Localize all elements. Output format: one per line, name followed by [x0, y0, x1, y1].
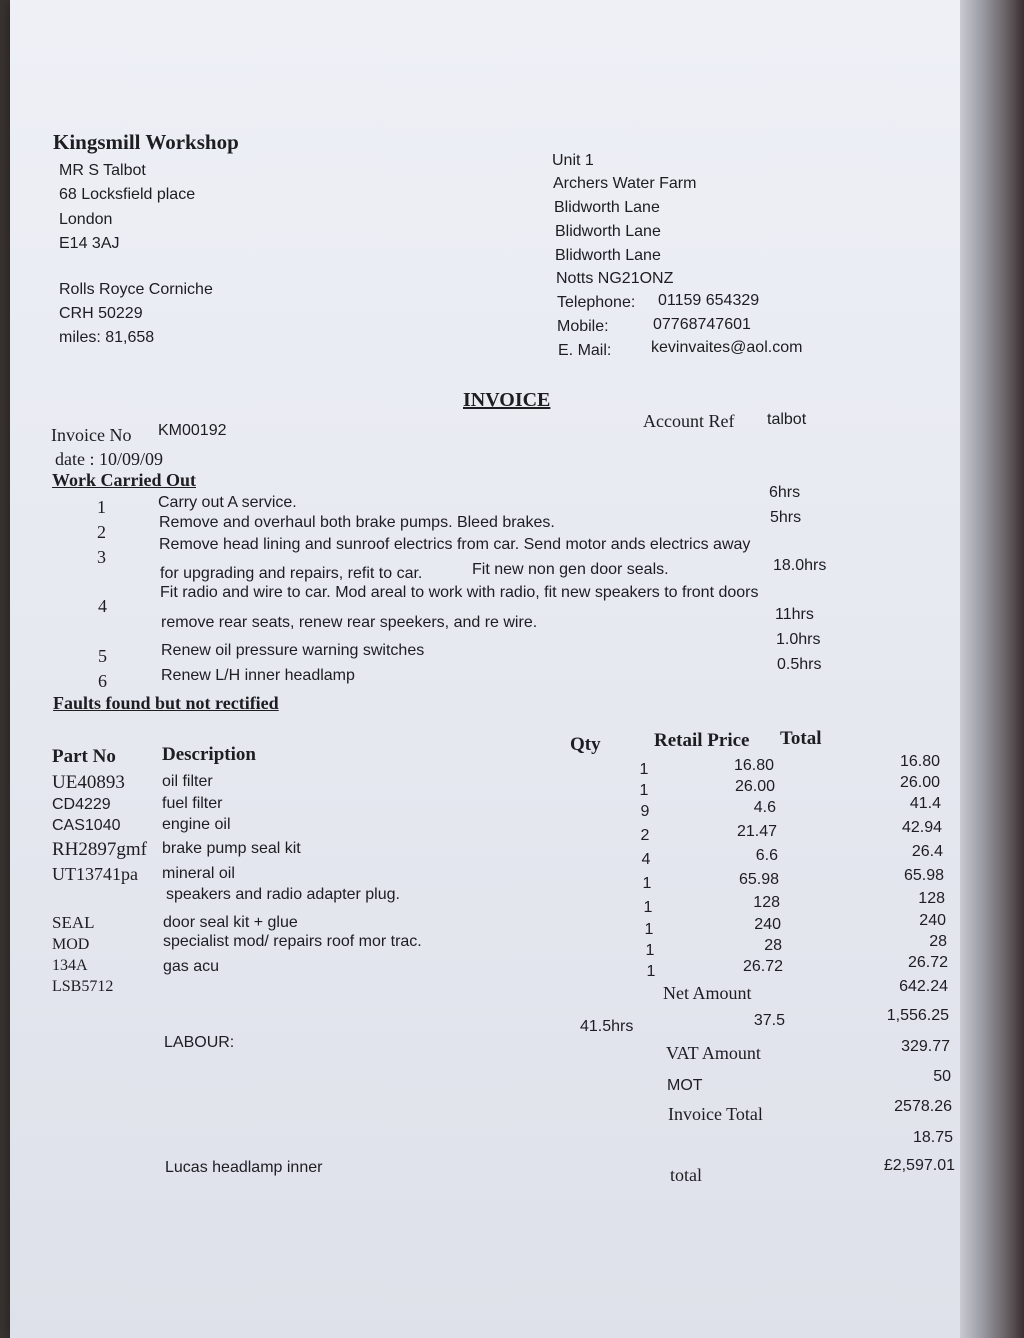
part-qty: 1 — [646, 963, 656, 980]
part-total: 26.72 — [907, 954, 948, 971]
vat-value: 329.77 — [901, 1038, 950, 1055]
work-item-text-cont: remove rear seats, renew rear speekers, and re wire. — [161, 614, 538, 631]
grand-total-label: total — [670, 1165, 702, 1185]
part-qty: 9 — [640, 803, 650, 820]
work-item-hours: 11hrs — [775, 606, 814, 623]
email-value: kevinvaites@aol.com — [651, 339, 803, 356]
part-total: 240 — [919, 912, 946, 929]
labour-hours: 41.5hrs — [580, 1018, 634, 1035]
part-description: gas acu — [163, 958, 220, 975]
mobile-label: Mobile: — [557, 318, 609, 335]
part-description: engine oil — [162, 816, 231, 833]
customer-line: London — [59, 211, 113, 228]
part-qty: 1 — [645, 942, 655, 959]
vehicle-line: miles: 81,658 — [59, 329, 155, 346]
part-retail-price: 240 — [754, 916, 781, 933]
col-header-retail: Retail Price — [654, 730, 750, 751]
address-line: Archers Water Farm — [553, 175, 697, 192]
work-item-hours: 18.0hrs — [773, 557, 827, 574]
part-qty: 1 — [642, 875, 652, 892]
work-item-number: 1 — [97, 497, 106, 517]
part-retail-price: 6.6 — [755, 847, 778, 864]
vehicle-line: Rolls Royce Corniche — [59, 281, 213, 298]
business-name: Kingsmill Workshop — [53, 130, 239, 154]
mobile-value: 07768747601 — [653, 316, 751, 333]
part-number: MOD — [52, 936, 90, 953]
mot-label: MOT — [667, 1077, 703, 1094]
col-header-part-no: Part No — [52, 746, 116, 767]
part-description: fuel filter — [162, 795, 223, 812]
part-description: specialist mod/ repairs roof mor trac. — [163, 933, 422, 950]
part-number: UE40893 — [52, 772, 125, 793]
work-item-text-cont: for upgrading and repairs, refit to car. — [160, 565, 423, 582]
work-item-text: Renew oil pressure warning switches — [161, 642, 425, 659]
net-amount-value: 642.24 — [899, 978, 948, 995]
work-item-number: 6 — [98, 671, 107, 691]
labour-value: 1,556.25 — [886, 1007, 949, 1024]
customer-line: E14 3AJ — [59, 235, 120, 252]
part-qty: 1 — [639, 782, 649, 799]
work-item-text: Fit radio and wire to car. Mod areal to work with radio, fit new speakers to front doors — [160, 584, 759, 601]
work-item-text: Remove head lining and sunroof electrics from car. Send motor ands electrics away — [159, 536, 751, 553]
account-ref-label: Account Ref — [643, 411, 735, 431]
labour-label: LABOUR: — [164, 1034, 235, 1051]
part-number: CD4229 — [52, 796, 111, 813]
part-total: 65.98 — [903, 867, 944, 884]
part-number: RH2897gmf — [52, 839, 147, 860]
extra-item-value: 18.75 — [912, 1129, 953, 1146]
vehicle-line: CRH 50229 — [59, 305, 143, 322]
work-item-hours: 6hrs — [769, 484, 801, 501]
part-qty: 1 — [639, 761, 649, 778]
customer-line: MR S Talbot — [59, 162, 146, 179]
part-total: 16.80 — [899, 753, 940, 770]
address-line: Blidworth Lane — [554, 199, 660, 216]
part-number: 134A — [52, 957, 88, 974]
part-retail-price: 26.72 — [742, 958, 783, 975]
extra-item-label: Lucas headlamp inner — [165, 1159, 323, 1176]
part-retail-price: 65.98 — [738, 871, 779, 888]
part-number: CAS1040 — [52, 817, 121, 834]
email-label: E. Mail: — [558, 342, 612, 359]
work-item-number: 3 — [97, 547, 106, 567]
work-item-hours: 0.5hrs — [777, 656, 822, 673]
work-item-text: Carry out A service. — [158, 494, 297, 511]
faults-heading: Faults found but not rectified — [53, 693, 279, 713]
part-total: 41.4 — [909, 795, 941, 812]
address-line: Blidworth Lane — [555, 247, 661, 264]
invoice-date: date : 10/09/09 — [55, 449, 163, 469]
part-qty: 1 — [644, 921, 654, 938]
invoice-title: INVOICE — [463, 389, 551, 411]
address-line: Unit 1 — [552, 152, 594, 169]
part-retail-price: 21.47 — [736, 823, 777, 840]
invoice-number-label: Invoice No — [51, 425, 132, 445]
work-item-text: Renew L/H inner headlamp — [161, 667, 355, 684]
part-total: 26.4 — [911, 843, 943, 860]
plastic-sleeve-edge — [960, 0, 1024, 1338]
invoice-number: KM00192 — [158, 422, 227, 439]
work-item-number: 4 — [98, 596, 107, 616]
account-ref: talbot — [767, 411, 807, 428]
customer-line: 68 Locksfield place — [59, 186, 196, 203]
part-number: UT13741pa — [52, 864, 138, 884]
part-total: 128 — [918, 890, 945, 907]
address-line: Notts NG21ONZ — [556, 270, 674, 287]
col-header-qty: Qty — [570, 734, 601, 755]
part-qty: 4 — [641, 851, 651, 868]
work-item-hours: 1.0hrs — [776, 631, 821, 648]
part-description: speakers and radio adapter plug. — [166, 886, 400, 903]
part-qty: 2 — [640, 827, 650, 844]
telephone-label: Telephone: — [557, 294, 636, 311]
part-total: 28 — [929, 933, 947, 950]
part-number: LSB5712 — [52, 978, 114, 995]
part-description: mineral oil — [162, 865, 235, 882]
work-item-number: 2 — [97, 522, 106, 542]
part-qty: 1 — [643, 899, 653, 916]
part-retail-price: 16.80 — [733, 757, 774, 774]
work-item-number: 5 — [98, 646, 107, 666]
part-total: 42.94 — [901, 819, 942, 836]
work-item-hours: 5hrs — [770, 509, 802, 526]
work-item-text-extra: Fit new non gen door seals. — [472, 561, 669, 578]
invoice-total-label: Invoice Total — [668, 1104, 763, 1124]
part-description: door seal kit + glue — [163, 914, 298, 931]
part-total: 26.00 — [899, 774, 940, 791]
telephone-value: 01159 654329 — [658, 292, 760, 309]
col-header-total: Total — [780, 728, 822, 749]
part-retail-price: 28 — [764, 937, 782, 954]
part-retail-price: 26.00 — [734, 778, 775, 795]
part-number: SEAL — [52, 913, 95, 932]
invoice-total-value: 2578.26 — [894, 1098, 952, 1115]
labour-rate: 37.5 — [753, 1012, 785, 1029]
address-line: Blidworth Lane — [555, 223, 661, 240]
work-item-text: Remove and overhaul both brake pumps. Bleed brakes. — [159, 514, 555, 531]
work-heading: Work Carried Out — [52, 470, 196, 490]
part-retail-price: 128 — [753, 894, 780, 911]
part-description: oil filter — [162, 773, 213, 790]
grand-total-value: £2,597.01 — [883, 1157, 955, 1174]
net-amount-label: Net Amount — [663, 983, 752, 1003]
col-header-description: Description — [162, 744, 256, 765]
mot-value: 50 — [933, 1068, 951, 1085]
vat-label: VAT Amount — [666, 1043, 761, 1063]
part-description: brake pump seal kit — [162, 840, 301, 857]
part-retail-price: 4.6 — [753, 799, 776, 816]
